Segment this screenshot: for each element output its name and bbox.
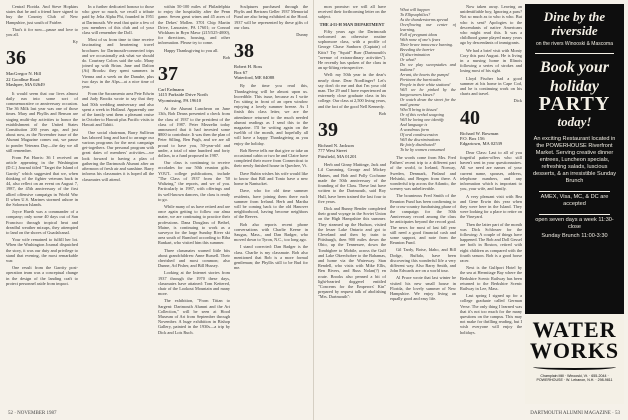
ad-hours: open seven days a week 11:30-close <box>535 217 614 230</box>
waterworks-logo: WATER WORKS Champlain Mill · Winooski, Vt. · 655-2044 · POWERHOUSE · W. Lebanon, N.H. · 298-9811 <box>525 314 624 404</box>
class-number: 40 <box>460 106 480 129</box>
paragraph: The bounteous Fred Smith of the Reunion Fund has been confirming to the cross-country fundraising phase of the campaign for the 50th Anniversary record among the class he anticipates beyond the record goal. The news for most of last fall year still need a good financial cash and some support, and note from the Reunion Fund. <box>390 193 456 246</box>
class-secretary-address: Carl Erdmann 1415 Parkside Drive North Wyomissing, PA 19610 <box>158 87 208 103</box>
paragraph: Well: my 50th year in the dear's nearly done. Dear Nordlinger? Let's say don't do me and that I'm your old man. The 29 and I have experienced an extremely close graduate class in his college. Our class at 2,500 living years, and the fact of the good Nell Kennedy. <box>318 72 386 109</box>
column-2 <box>82 4 154 399</box>
paragraph: Dear Class: Last to all of you forgetful patter-offers who still haven't sent in your questionnaires. All we need are names of your current name, spouses, address, telephone numbers, and any information which is important to you, your wife, and family. <box>460 149 522 192</box>
paragraph: Bob also reports recent phone conversations with Charlie Keene in Saugus, Mass., and Dan Badger, who moved down to Tyron, N.C., too long ago. <box>234 221 308 243</box>
ad-header <box>525 4 624 47</box>
ad-divider <box>535 53 614 54</box>
class-secretary-address: Robert H. Ross Box 67 Waterford, ME 04088 <box>234 64 275 81</box>
ad-party: PARTY <box>538 93 611 115</box>
class-number: 36 <box>6 47 26 70</box>
paragraph: In a further dedicated honour to those who gave so much, we recall a tribute paid by Jelta Alpha Phi, founded in 1951 at Dartmouth. We read that quite a few of you members of this club and of your class will remember the Doll. <box>82 4 154 36</box>
column-5 <box>318 4 386 399</box>
paragraph: Next is the Gulfport Hotel by the sea at Hermitage Bay where the Berkshire Scenic Railway has been returned to the Berkshire Scenic Railway in Lee, Mass. <box>460 265 522 291</box>
paragraph: From the Sacramento area Pete Edwin and Judy Brooks wrote to say that they had 50th wedding anniversary and also spent a week in Holland. Apparently one of the family sent them a pleasant cruise in October to Hawaii plus Pacific visits to Hawaii and Tahiti. <box>82 91 154 128</box>
paragraph: Last spring I signed up for a college graduate called German Verse. The only thing I learned was that it's not too much for the many questions on the campus. This may not make for thrilling reading, but I wish everyone will enjoy the holidays. <box>460 293 522 335</box>
ad-today: today! <box>557 114 592 129</box>
signoff: Bob <box>378 110 386 116</box>
paragraph: Happy Thanksgiving to you all. <box>164 47 219 53</box>
ad-headline-riverside: riverside <box>551 23 598 38</box>
paragraph: Central Florida. And Steve Hopkins states that he and a friend have signed to buy the Country Club of New Hampshire, just south of Fairlee. <box>6 4 78 25</box>
paragraph: The exhibition, "From Titian to Sargent: Dartmouth Alumni and the Art Collection," will be seen at Hood Museum of Art from September through November. A huge exhibition in Bishop Gallery, painted in the 1930s—a trip by Dick and Lois Ruch. <box>158 298 230 335</box>
signoff: Bob <box>222 54 230 60</box>
signoff: Ky <box>72 39 78 45</box>
ad-cards: AMEX, Visa, MC, & DC are accepted <box>540 194 609 207</box>
paragraph: Dave, who for old time summer residents, have joining them there each summer from Ireland. Herb and Martha will be coming back to the old Hanover neighborhood, having become neighbors of the Reeves. <box>234 188 308 220</box>
paragraph: Then the latter part of the month was Dick Schlosser for the following: A couple of things have happened. The Bob and Doll Gessel are both in Boston, retired with eight children as compared with the fourth season. Bob is a good horse racer. <box>460 221 522 263</box>
class-secretary-address: Richard N. Jackson 777 West Street Pittsfield, MA 01201 <box>318 143 357 159</box>
ad-divider <box>539 191 610 192</box>
page-folio: DARTMOUTH ALUMNI MAGAZINE · 53 <box>530 411 620 416</box>
paragraph: Our class is continuing to receive accolades for our 50th reunion gifts. YOU'L college publications, include "The Class of 1937 from the '50 Waltzing," the reports, and we of you. Particularly in 1987, with offerings and its well-known dancers, the class is ready to go. <box>158 160 230 202</box>
paragraph: At the Alumni Luncheon on June 13th, Bob Deans presented a check from the class of 1937 to the president of the class of 1987. Peter Mezzelin today announced that it had invested some $800 to contribute. It was then the plan of Peter Silling, Ben Pugh, and we are all proud to have you, 50-year-old and under, a total of nine hundred and forty dollars, to a fund proposed in 1987. <box>158 106 230 159</box>
paragraph: Dave Rubin wishes his wife would like to know that Bill and Tonio have a new home in Nantucket. <box>234 170 308 187</box>
column-6 <box>390 4 456 399</box>
paragraph: Lloyd Fischer had a good summer at his home in Cape Cod, and he is continuing work on his charts and travel. <box>460 75 522 97</box>
paragraph: One social chairman, Barry Sullivan has labored long and hard to arrange our various programs for the next campaign get-togethers. Our personal program with great dates of members' activities—we look forward to having a plan of gathering the Dartmouth Alumni after an afternoon of fresh air and sunshine. Barry informs his classmates it is hoped all the classmates will attend. <box>82 129 154 182</box>
paragraph: mon promise: we will all have received their forthcoming letter on the subject. <box>318 4 386 20</box>
paragraph: Al Pruce wrote that last winter he visited his new small house in Florida, the lovely summer of New Hampshire. We enjoy living an equally good and easy life. <box>390 275 456 302</box>
class-number: 38 <box>234 40 254 63</box>
paragraph: I stand corrected: Dan Badger is the class. Charlie is my classmate. Bob also mentioned that Bob is a more formal gentleman; the Phyllis still to be Bud for me. <box>234 244 308 271</box>
restaurant-advertisement <box>525 4 624 404</box>
class-secretary-address: MacGregor N. Hill 22 Goodhue Road Mashpee, MA 02649 <box>6 71 45 88</box>
paragraph: We had a brief visit with Monty Cory this past August. He is living in a nursing home in Illinois following a series of strokes and losing most of his sight. <box>460 47 522 74</box>
wave-icon <box>533 364 616 370</box>
column-1 <box>6 4 78 399</box>
signoff: Dick <box>513 98 522 104</box>
paragraph: Sculptures purchased through the Phylis and Bertram Geller 1937 Memorial Fund are also being exhibited at the Hood. 1937 will be represented by these gifts of our class. <box>234 4 308 30</box>
paragraph: Gil Tardy, Boise, Idaho, and Bill Dodge, Buffalo, have been discovering this wonderful life a very different way. Also Barry Smith, and John Edwards are on a world tour. <box>390 247 456 274</box>
paragraph: While many of us have retired and are once again getting to follow our alma mater, we are continuing to practice their professions. Dana Douglass of Bethel, Maine, is continuing to work as a surveyor for the large Sunday River ski area south of Rumford according to Riba Rankart, who visited him this summer. <box>158 203 230 246</box>
section-heading: THE 4-I1-H MAN DEPARTMENT <box>319 21 385 27</box>
poem: What will happen To Ellipsophilics? As the thunderstorms spread Overflowing our center of learning, Full of pregnant ideas With none of one's fears Their brave innocence burning. Breeding the barrier Of discrimination Or what? Do we play sweepstakes and indians? Arrant, the hearts the pumps! Pertinent the barricades People in their white stations! Will we be pinked by the bargeowners kisses? Or watch down the street for the mail gnome Who'll bring in kisses! Or of this verbal seagoing Will be loving one identify And language is A wondrous form Of oral condescension Will the discriminations Be fairly distributed? To be by women consumed <box>400 7 456 152</box>
signoff: Dunny <box>296 32 308 38</box>
paragraph: A very pleasant visit with Bea and Gene Erwin this year when they were here in the Island. They were looking for a place to retire on the Vineyard. <box>460 193 522 220</box>
paragraph: The words come from Mrs. Fred Fathers' recent trip to a different part of the world, to Iceland, Norway, Sweden, Denmark, Finland and Helsinki, and Bergen from there. A wonderful trip across the Atlantic, the scenery was unbelievable. <box>390 155 456 192</box>
paragraph: Herb and Ginny Mattinge, Jack and Lil Cumming, George and Mickey Haines, and Bob and Polly Cochrane made the 50th anniversary of the founding of the Class. These last have written to the Dartmouth, said Roy Hull, have been trained the last four to five years. <box>318 162 386 204</box>
paragraph: Looking at the Internet stories from 1937 through the 1970 these days, classmates have attained: Tom Kettered, chair of the Lookout Mountain and many more. <box>158 270 230 297</box>
paragraph: Fifty years ago the Dartmouth welcomed an otherwise routine sophomore class, with a profile of George Chase Sanborn (Captain) of Kitts? Try "Squid" Burr (Dartmouth's "avenue of extraordinary activities"). He recently has spoken of the class in an up-lifting retrospective. <box>318 28 386 71</box>
ad-headline: Dine by the <box>543 9 606 24</box>
ad-locations: Champlain Mill · Winooski, Vt. · 655-2044 · POWERHOUSE · W. Lebanon, N.H. · 298-9811 <box>536 374 613 383</box>
class-number: 39 <box>318 119 338 142</box>
paragraph: within 50-100 miles of Philadelphia to enjoy the hospitality after the Penn game. Seven great wines and 45 acres of the Dekes' Mollen. 3701 Chip Martin Drive, Lancaster, PA 17601; or Conrad Wickham in Bryn Mawr (215/525-4000), for directions, housing, and other information. Please try to come. <box>158 4 230 46</box>
paragraph: One result from the Garrity post-operation team was a conceptual change in the design of the landing craft to protect personnel aside from impact. <box>6 265 78 286</box>
paragraph: From Pat Harris: 36 I received an article appearing in the Washington (D.C.) Journal titled "Target the Island of Garrity" which suggested that we, when thinking of the fighter veterans back in 44, also reflect on an event on August 7, 1987, the 45th anniversary of the first allied offensive campaign in World War II when U.S. Marines stormed ashore in the Solomon Islands. <box>6 155 78 207</box>
paragraph: Now taken away. Leaving an unidentifiable boy, Ignoring a pass? Not so much as to who is who. But who is sent? Apologies to the descendants of native Americans who might read this. It was a childhood game played many years ago by descendants of immigrants. <box>460 4 522 46</box>
ad-brunch-hours: Sunday Brunch 11:00-3:30 <box>541 233 608 239</box>
ad-holiday: holiday <box>550 78 599 95</box>
paragraph: Joyce Hueth was a commander of a company; only some 40 days out of San Francisco through tropical heat and dreadful weather mixups, they attempted to land on the shores of Guadalcanal. <box>6 209 78 235</box>
column-4 <box>234 4 308 399</box>
ad-book-your: Book your <box>540 59 609 76</box>
paragraph: That's it for now—pause and love to you all. <box>6 26 78 38</box>
paragraph: Bob Reeve tells me that give or take an occasional cabin or two he and Claire have completed their move from Connecticut to their newly finished house in Quechee, Vt. <box>234 147 308 169</box>
paragraph: It would seem that our lives almost daily run into some sort of commemorative or anniversary occasion. The 36 Milk last year was one of those times. Mary and Phyllis and Benson are staging multi-day activities to honor the establishment of the United States Constitution 200 years ago, and just about now, as the November issue of the Alumni Magazine comes out, we pause to ponder Veterans Day—the day we all still remember. <box>6 90 78 153</box>
paragraph: Dick and Bunny Bender completed their grand voyage in the Soviet Union on the High Hampshire this summer. They steamed up the Hudson, visited the lesser Lake Ontario and got to Cleveland and then by train to Pittsburgh, then 900 miles down the Ohio, up the Tennessee, down the Tombigbee to Mobile, across the Gulf and Lake Okeechobee to the Bahamas, and home via the Waterway. Stan Rendell, who visits with Mike Ellis, Ben Rivers, and Russ Nolan(?) en route. Brooks also penned a bit of light-hearted doggerel entitled "Concerns for the Emperors' Kin" prepared by request talk of abolishing "Mrs. Dartmouth": <box>318 205 386 300</box>
paragraph: Your wife remained to fulfill her lot. When the Washington Journal dispatched the story, it was our duty and privilege to stand that evening, the most remarkable war. <box>6 237 78 263</box>
class-number: 37 <box>158 63 178 86</box>
class-secretary-address: Richard W. Bowman P.O. Box 156 Edgartown, MA 02539 <box>460 130 503 147</box>
ad-divider <box>539 214 610 215</box>
ad-body <box>525 136 624 240</box>
paragraph: Three classmates warned little bits about grandchildren: Anne Russell. Their cherished and most common; also Dunne, Ad Fisher, and Bill Hussey. <box>158 247 230 269</box>
paragraph: By the time you read this, Thanksgiving will be almost upon us. Incredible. This issue, because as I write I'm sitting in front of an open window enjoying a lovely summer breeze. As I finish this class letter, we are the attendance returned to the much needed alumni readings as I send this to the magazine. I'll be writing again on the twelfth of the month, and hopefully all will have a happy Thanksgiving as you enjoy the holiday. <box>234 83 308 146</box>
paragraph: Most of us from time to time receive fascinating and heartening travel brochures for Dartmouth-connected trips and we occasionally ask what we should do. Courtney Colors said the solo. Many joined up with Brian. Jane and Dalton (At) Brooks: they spent summers in Vienna and a week on the Danube, plus two days in the Alps—at a nice time of year. <box>82 37 154 90</box>
column-3 <box>158 4 230 399</box>
page-folio: 52 · NOVEMBER 1987 <box>8 411 57 416</box>
column-7 <box>460 4 522 399</box>
ad-description: An exciting Restaurant located in the POWERHOUSE Riverfront Market. Serving creative dinner entrees, Luncheon specials, refreshing salads, luscious desserts, & an irresistible Sunday Brunch <box>532 136 616 184</box>
ad-subheadline: on the rivers Winooski & Mascoma <box>536 41 613 47</box>
